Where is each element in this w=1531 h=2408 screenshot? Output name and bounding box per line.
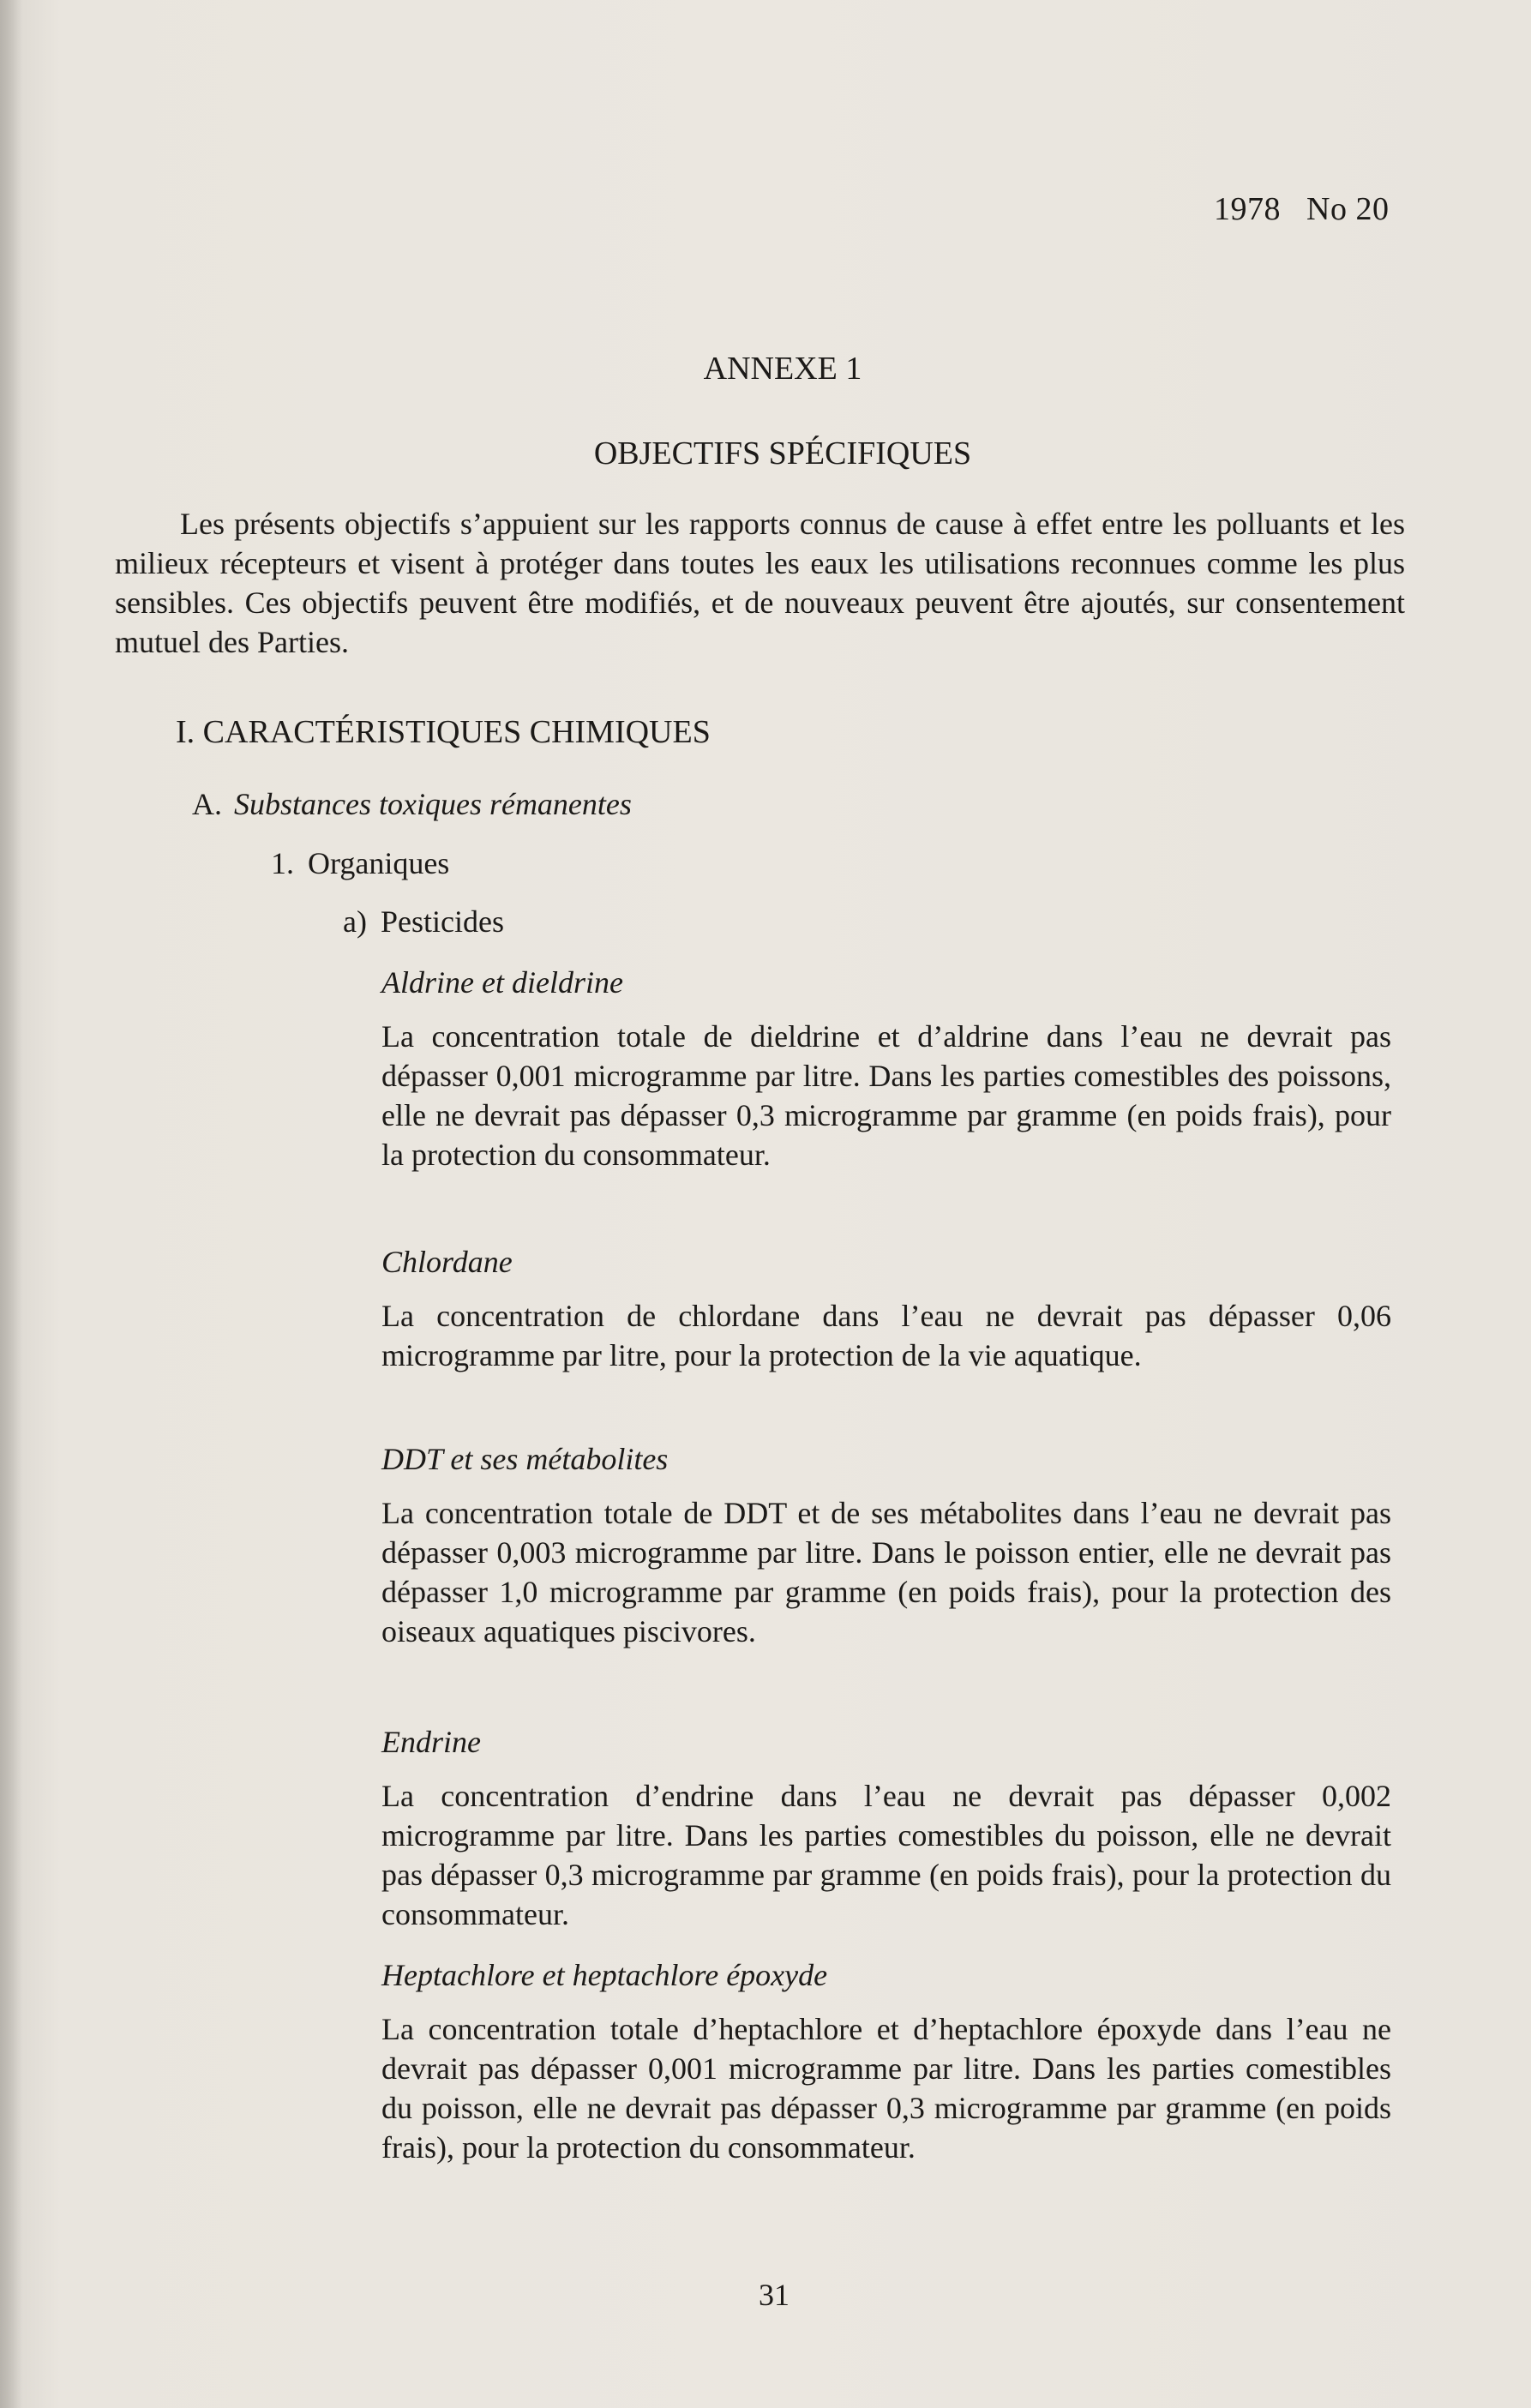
pesticide-text: La concentration totale de dieldrine et d’aldrine dans l’eau ne devrait pas dépasser 0,001 microgramme par litre. Dans les parties comestibles des poissons, elle ne devrait pas dépasser 0,3 microgramme par gramme (en poids frais), pour la protection du consommateur. (381, 1019, 1391, 1172)
pesticide-text: La concentration totale de DDT et de ses métabolites dans l’eau ne devrait pas dépasser 0,003 microgramme par litre. Dans le poisson entier, elle ne devrait pas dépasser 1,0 microgramme par gramme (en poids frais), pour la protection des oiseaux aquatiques piscivores. (381, 1496, 1391, 1648)
pesticide-entry (381, 964, 1391, 1174)
subsection-1-title: Organiques (308, 846, 450, 880)
section-heading: I. CARACTÉRISTIQUES CHIMIQUES (176, 714, 711, 750)
page-number: 31 (759, 2278, 790, 2312)
pesticide-heading: DDT et ses métabolites (381, 1442, 669, 1476)
annex-subtitle: OBJECTIFS SPÉCIFIQUES (593, 435, 972, 471)
pesticide-entry (381, 1243, 1391, 1375)
subsection-a2-title: Pesticides (380, 904, 504, 939)
pesticide-heading: Endrine (381, 1725, 481, 1759)
pesticide-heading: Aldrine et dieldrine (381, 965, 623, 1000)
header-number: No 20 (1306, 191, 1390, 227)
subsection-1-marker: 1. (271, 846, 294, 880)
subsection-a-heading (192, 786, 632, 822)
subsection-a2-heading (343, 904, 504, 940)
intro-paragraph: Les présents objectifs s’appuient sur les rapports connus de cause à effet entre les polluants et les milieux récepteurs et visent à protéger dans toutes les eaux les utilisations reconnues comme les plus sensibles. Ces objectifs peuvent être modifiés, et de nouveaux peuvent être ajoutés, sur consentement mutuel des Parties. (115, 507, 1405, 659)
subsection-a-title: Substances toxiques rémanentes (234, 787, 632, 821)
pesticide-entry (381, 1723, 1391, 1934)
pesticide-text: La concentration de chlordane dans l’eau ne devrait pas dépasser 0,06 microgramme par litre, pour la protection de la vie aquatique. (381, 1299, 1391, 1372)
subsection-a-marker: A. (192, 787, 222, 821)
pesticide-text: La concentration totale d’heptachlore et d’heptachlore époxyde dans l’eau ne devrait pas dépasser 0,001 microgramme par litre. Dans les parties comestibles du poisson, elle ne devrait pas dépasser 0,3 microgramme par gramme (en poids frais), pour la protection du consommateur. (381, 2012, 1391, 2165)
pesticide-entry (381, 1956, 1391, 2167)
pesticide-text: La concentration d’endrine dans l’eau ne devrait pas dépasser 0,002 microgramme par litre. Dans les parties comestibles du poisson, elle ne devrait pas dépasser 0,3 microgramme par gramme (en poids frais), pour la protection du consommateur. (381, 1779, 1391, 1931)
header-year: 1978 (1214, 191, 1281, 227)
header-issue-number (1214, 190, 1389, 228)
annex-title: ANNEXE 1 (703, 351, 862, 387)
pesticide-heading: Chlordane (381, 1245, 513, 1279)
pesticide-heading: Heptachlore et heptachlore époxyde (381, 1958, 828, 1992)
subsection-a2-marker: a) (343, 904, 367, 939)
pesticide-entry (381, 1440, 1391, 1651)
subsection-1-heading (271, 845, 449, 881)
